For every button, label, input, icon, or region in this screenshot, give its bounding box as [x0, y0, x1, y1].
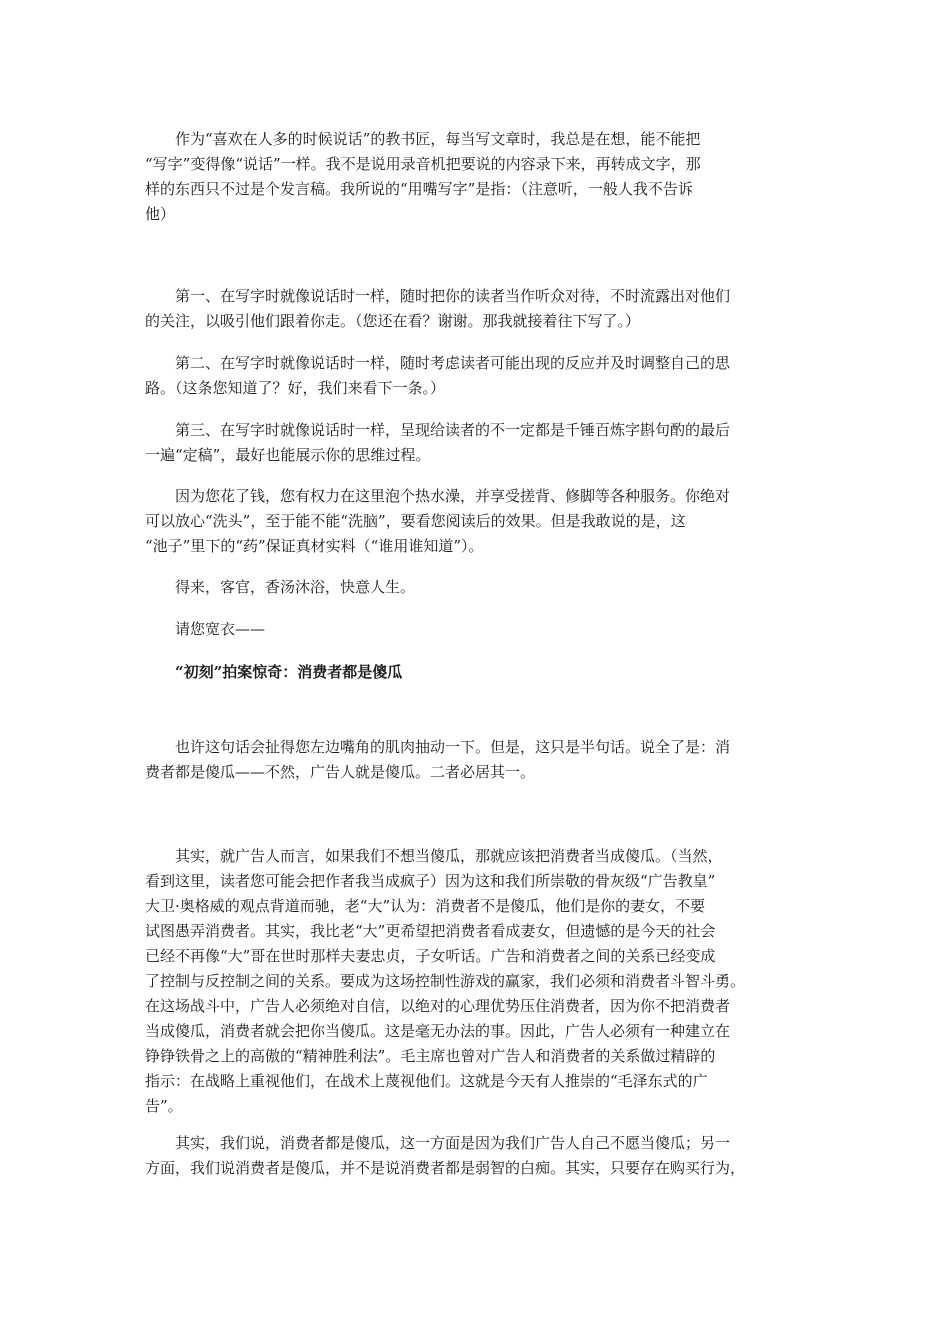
text-line: 一遍“定稿”，最好也能展示你的思维过程。: [145, 446, 431, 464]
bath-paragraph: [145, 484, 805, 559]
text-line: 方面，我们说消费者是傻瓜，并不是说消费者都是弱智的白痴。其实，只要存在购买行为，: [145, 1159, 746, 1177]
text-line: 铮铮铁骨之上的高傲的“精神胜利法”。毛主席也曾对广告人和消费者的关系做过精辟的: [145, 1047, 716, 1065]
text-line: 路。（这条您知道了？好，我们来看下一条。）: [145, 379, 446, 397]
section-heading: [145, 660, 805, 685]
text-line: 指示：在战略上重视他们，在战术上蔑视他们。这就是今天有人推崇的“毛泽东式的广: [145, 1072, 708, 1090]
text-line: 作为“喜欢在人多的时候说话”的教书匠，每当写文章时，我总是在想，能不能把: [145, 130, 701, 148]
text-line: 的关注，以吸引他们跟着你走。（您还在看？谢谢。那我就接着往下写了。）: [145, 312, 641, 330]
long-argument-paragraph: [145, 844, 805, 1119]
text-line: 在这场战斗中，广告人必须绝对自信，以绝对的心理优势压住消费者，因为你不把消费者: [145, 997, 731, 1015]
text-line: 因为您花了钱，您有权力在这里泡个热水澡，并享受搓背、修脚等各种服务。你绝对: [145, 487, 731, 505]
welcome-paragraph: [145, 575, 805, 600]
text-line: 第一、在写字时就像说话时一样，随时把你的读者当作听众对待，不时流露出对他们: [145, 287, 731, 305]
text-line: 已经不再像“大”哥在世时那样夫妻忠贞，子女听话。广告和消费者之间的关系已经变成: [145, 947, 716, 965]
text-line: 当成傻瓜，消费者就会把你当傻瓜。这是毫无办法的事。因此，广告人必须有一种建立在: [145, 1022, 731, 1040]
point-three-paragraph: [145, 418, 805, 468]
text-line: 第二、在写字时就像说话时一样，随时考虑读者可能出现的反应并及时调整自己的思: [145, 354, 731, 372]
intro-paragraph: [145, 127, 805, 227]
text-line: 试图愚弄消费者。其实，我比老“大”更希望把消费者看成妻女，但遗憾的是今天的社会: [145, 922, 716, 940]
text-line: 大卫·奥格威的观点背道而驰，老“大”认为：消费者不是傻瓜，他们是你的妻女，不要: [145, 897, 706, 915]
text-line: 费者都是傻瓜——不然，广告人就是傻瓜。二者必居其一。: [145, 763, 536, 781]
half-sentence-paragraph: [145, 735, 805, 785]
text-line: 其实，我们说，消费者都是傻瓜，这一方面是因为我们广告人自己不愿当傻瓜；另一: [145, 1134, 731, 1152]
text-line: 告”。: [145, 1097, 183, 1115]
text-line: 可以放心“洗头”，至于能不能“洗脑”，要看您阅读后的效果。但是我敢说的是，这: [145, 512, 686, 530]
point-two-paragraph: [145, 351, 805, 401]
text-line: 第三、在写字时就像说话时一样，呈现给读者的不一定都是千锤百炼字斟句酌的最后: [145, 421, 731, 439]
text-line: 他）: [145, 205, 176, 223]
text-line: 得来，客官，香汤沐浴，快意人生。: [145, 578, 416, 596]
heading-line: “初刻”拍案惊奇：消费者都是傻瓜: [145, 663, 403, 681]
undress-paragraph: [145, 617, 805, 642]
text-line: 看到这里，读者您可能会把作者我当成疯子）因为这和我们所崇敬的骨灰级“广告教皇”: [145, 872, 716, 890]
text-line: “写字”变得像“说话”一样。我不是说用录音机把要说的内容录下来，再转成文字，那: [145, 155, 701, 173]
closing-paragraph: [145, 1131, 805, 1181]
text-line: “池子”里下的“药”保证真材实料（“谁用谁知道”）。: [145, 537, 484, 555]
text-line: 请您宽衣——: [145, 620, 266, 638]
text-line: 样的东西只不过是个发言稿。我所说的“用嘴写字”是指：（注意听，一般人我不告诉: [145, 180, 693, 198]
text-line: 也许这句话会扯得您左边嘴角的肌肉抽动一下。但是，这只是半句话。说全了是：消: [145, 738, 731, 756]
text-line: 其实，就广告人而言，如果我们不想当傻瓜，那就应该把消费者当成傻瓜。（当然，: [145, 847, 723, 865]
text-line: 了控制与反控制之间的关系。要成为这场控制性游戏的赢家，我们必须和消费者斗智斗勇。: [145, 972, 746, 990]
point-one-paragraph: [145, 284, 805, 334]
